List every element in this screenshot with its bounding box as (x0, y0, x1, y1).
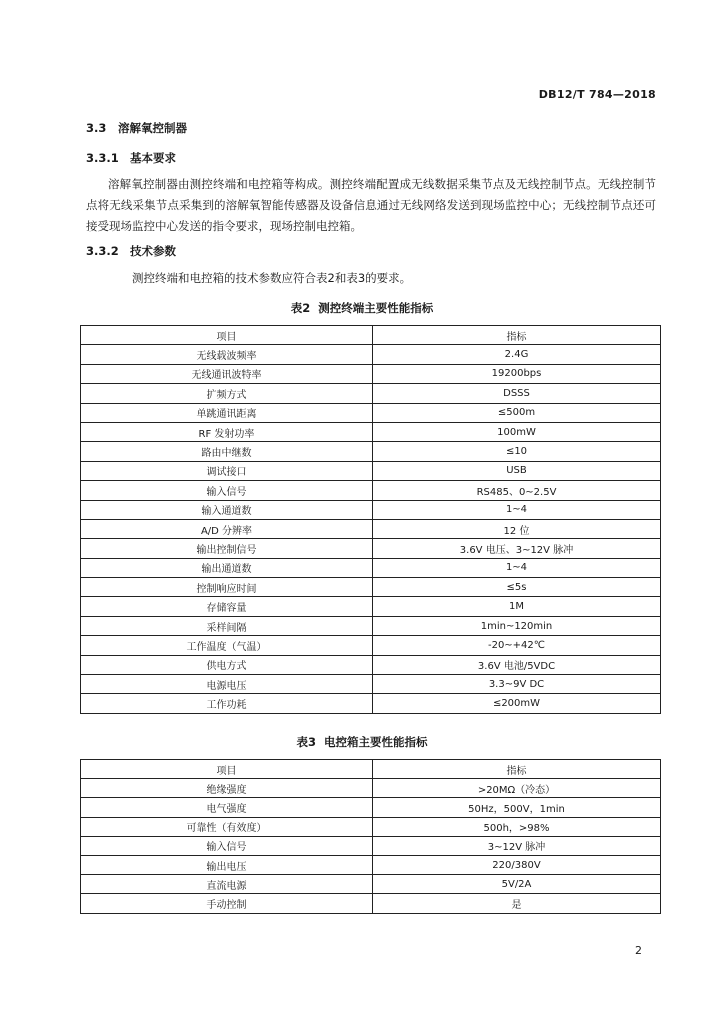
table3-caption-title: 电控箱主要性能指标 (324, 735, 428, 749)
table-row (81, 578, 661, 597)
cell-item-value: USB (373, 461, 661, 480)
cell-item-name: 扩频方式 (81, 384, 373, 403)
cell-item-value: -20~+42℃ (373, 636, 661, 655)
table-row (81, 779, 661, 798)
table-row (81, 875, 661, 894)
table-row (81, 855, 661, 874)
cell-item-value: ≤500m (373, 403, 661, 422)
cell-item-name: A/D 分辨率 (81, 519, 373, 538)
cell-item-value: 3.6V 电压、3~12V 脉冲 (373, 539, 661, 558)
section-number: 3.3 (86, 121, 107, 135)
cell-item-value: 1M (373, 597, 661, 616)
section-3-3-heading (86, 120, 187, 136)
table-row (81, 636, 661, 655)
cell-item-value: 1min~120min (373, 616, 661, 635)
table-row (81, 798, 661, 817)
table-row (81, 539, 661, 558)
cell-item-name: 直流电源 (81, 875, 373, 894)
cell-item-value: 3.6V 电池/5VDC (373, 655, 661, 674)
table-row (81, 442, 661, 461)
cell-item-value: 是 (373, 894, 661, 913)
table2-caption-title: 测控终端主要性能指标 (318, 301, 434, 315)
section-number: 3.3.1 (86, 151, 119, 165)
cell-item-value: 3~12V 脉冲 (373, 836, 661, 855)
cell-item-value: 5V/2A (373, 875, 661, 894)
cell-item-value: ≤200mW (373, 694, 661, 713)
cell-item-name: 输入信号 (81, 836, 373, 855)
table-row (81, 817, 661, 836)
table-row (81, 345, 661, 364)
table-row (81, 655, 661, 674)
table-row (81, 364, 661, 383)
cell-item-name: 工作温度（气温） (81, 636, 373, 655)
cell-item-name: 调试接口 (81, 461, 373, 480)
table3-caption-number: 表3 (296, 735, 316, 749)
technical-parameters-paragraph: 测控终端和电控箱的技术参数应符合表2和表3的要求。 (132, 271, 412, 285)
table-row (81, 616, 661, 635)
table-row (81, 558, 661, 577)
control-box-performance-table (80, 759, 661, 914)
cell-item-value: RS485、0~2.5V (373, 481, 661, 500)
section-title: 溶解氧控制器 (118, 121, 187, 135)
header-cell-index: 指标 (373, 760, 661, 779)
table3-body (81, 760, 661, 914)
section-3-3-2-heading (86, 243, 176, 259)
header-cell-item: 项目 (81, 326, 373, 345)
table-row (81, 694, 661, 713)
table-header-row (81, 760, 661, 779)
cell-item-name: 无线载波频率 (81, 345, 373, 364)
terminal-performance-table (80, 325, 661, 714)
cell-item-value: 3.3~9V DC (373, 675, 661, 694)
cell-item-name: 输入信号 (81, 481, 373, 500)
cell-item-value: 19200bps (373, 364, 661, 383)
document-code: DB12/T 784—2018 (538, 88, 656, 101)
cell-item-name: 输出电压 (81, 855, 373, 874)
table-row (81, 519, 661, 538)
cell-item-name: 输出控制信号 (81, 539, 373, 558)
cell-item-name: 控制响应时间 (81, 578, 373, 597)
cell-item-name: 电源电压 (81, 675, 373, 694)
cell-item-name: 无线通讯波特率 (81, 364, 373, 383)
header-cell-item: 项目 (81, 760, 373, 779)
table3-caption (0, 734, 724, 750)
table2-caption (0, 300, 724, 316)
table-row (81, 500, 661, 519)
cell-item-value: >20MΩ（冷态） (373, 779, 661, 798)
section-3-3-1-heading (86, 150, 176, 166)
cell-item-value: ≤5s (373, 578, 661, 597)
cell-item-name: RF 发射功率 (81, 422, 373, 441)
cell-item-name: 工作功耗 (81, 694, 373, 713)
cell-item-value: 50Hz，500V，1min (373, 798, 661, 817)
cell-item-name: 供电方式 (81, 655, 373, 674)
header-cell-index: 指标 (373, 326, 661, 345)
cell-item-value: 2.4G (373, 345, 661, 364)
cell-item-name: 可靠性（有效度） (81, 817, 373, 836)
cell-item-name: 采样间隔 (81, 616, 373, 635)
table-row (81, 836, 661, 855)
cell-item-name: 绝缘强度 (81, 779, 373, 798)
cell-item-value: 500h，>98% (373, 817, 661, 836)
table-header-row (81, 326, 661, 345)
cell-item-value: 1~4 (373, 558, 661, 577)
cell-item-value: DSSS (373, 384, 661, 403)
cell-item-name: 存储容量 (81, 597, 373, 616)
cell-item-name: 电气强度 (81, 798, 373, 817)
cell-item-value: 12 位 (373, 519, 661, 538)
cell-item-name: 路由中继数 (81, 442, 373, 461)
page-number: 2 (635, 944, 642, 957)
table-row (81, 403, 661, 422)
cell-item-value: 1~4 (373, 500, 661, 519)
table-row (81, 422, 661, 441)
table-row (81, 384, 661, 403)
table-row (81, 481, 661, 500)
table2-body (81, 326, 661, 714)
table-row (81, 597, 661, 616)
cell-item-name: 手动控制 (81, 894, 373, 913)
cell-item-name: 输入通道数 (81, 500, 373, 519)
cell-item-value: 220/380V (373, 855, 661, 874)
cell-item-value: 100mW (373, 422, 661, 441)
section-title: 技术参数 (130, 244, 176, 258)
table2-caption-number: 表2 (290, 301, 311, 315)
table-row (81, 675, 661, 694)
section-title: 基本要求 (130, 151, 176, 165)
cell-item-name: 输出通道数 (81, 558, 373, 577)
table-row (81, 894, 661, 913)
cell-item-name: 单跳通讯距离 (81, 403, 373, 422)
cell-item-value: ≤10 (373, 442, 661, 461)
section-number: 3.3.2 (86, 244, 119, 258)
table-row (81, 461, 661, 480)
basic-requirements-paragraph: 溶解氧控制器由测控终端和电控箱等构成。测控终端配置成无线数据采集节点及无线控制节点。无线控制节点将无线采集节点采集到的溶解氧智能传感器及设备信息通过无线网络发送到现场监控中心；无线控制节点还可接受现场监控中心发送的指令要求，现场控制电控箱。 (86, 177, 656, 233)
